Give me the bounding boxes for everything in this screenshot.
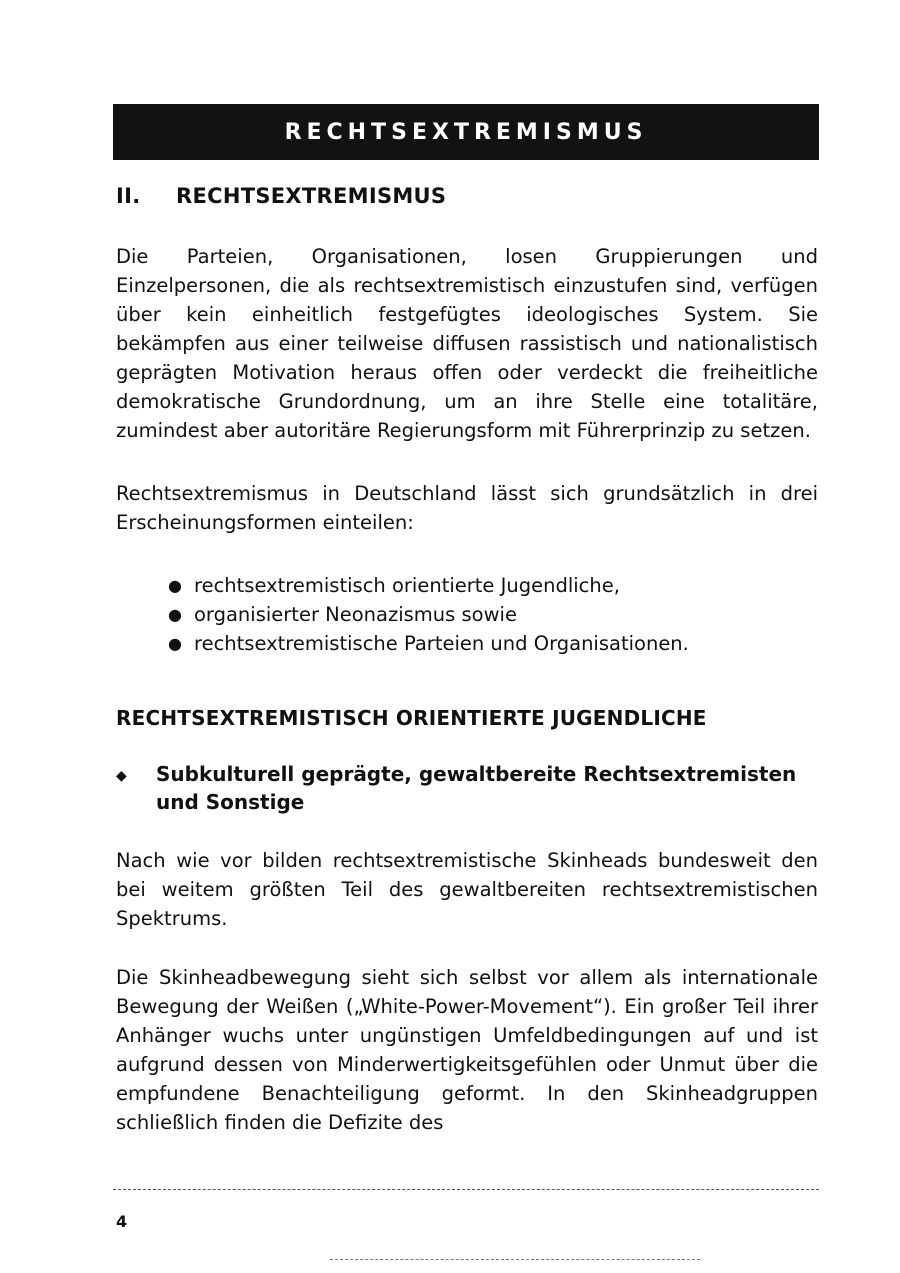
chapter-number: II. bbox=[116, 184, 141, 208]
list-item bbox=[168, 600, 818, 629]
list-item-text: rechtsextremistische Parteien und Organisationen. bbox=[194, 632, 689, 655]
bullet-icon: ● bbox=[168, 576, 182, 595]
chapter-title: RECHTSEXTREMISMUS bbox=[176, 184, 447, 208]
skinhead-movement-paragraph: Die Skinheadbewegung sieht sich selbst vor allem als internationale Bewegung der Weißen („White-Power-Movement“). Ein großer Teil ihrer Anhänger wuchs unter ungünstigen Umfeldbedingungen auf und ist aufgrund dessen von Minderwertigkeitsgefühlen oder Unmut über die empfundene Benachteiligung geformt. In den Skinheadgruppen schließlich finden die Defizite des bbox=[116, 966, 818, 1134]
page-number: 4 bbox=[116, 1212, 128, 1231]
bullet-icon: ● bbox=[168, 605, 182, 624]
intro-paragraph: Die Parteien, Organisationen, losen Gruppierungen und Einzelpersonen, die als rechtsextremistisch einzustufen sind, verfügen über kein einheitlich festgefügtes ideologisches System. Sie bekämpfen aus einer teilweise diffusen rassistisch und nationalistisch geprägten Motivation heraus offen oder verdeckt die freiheitliche demokratische Grundordnung, um an ihre Stelle eine totalitäre, zumindest aber autoritäre Regierungsform mit Führerprinzip zu setzen. bbox=[116, 245, 818, 442]
forms-intro-paragraph: Rechtsextremismus in Deutschland lässt sich grundsätzlich in drei Erscheinungsformen einteilen: bbox=[116, 482, 818, 534]
forms-bullet-list bbox=[116, 571, 818, 658]
list-item bbox=[168, 629, 818, 658]
subsection-heading bbox=[116, 760, 818, 816]
diamond-bullet-icon: ◆ bbox=[116, 768, 127, 784]
section-heading: RECHTSEXTREMISTISCH ORIENTIERTE JUGENDLICHE bbox=[116, 706, 707, 730]
subsection-title: Subkulturell geprägte, gewaltbereite Rechtsextremisten und Sonstige bbox=[156, 762, 797, 814]
skinheads-paragraph: Nach wie vor bilden rechtsextremistische Skinheads bundesweit den bei weitem größten Teil des gewaltbereiten rechtsextremistischen Spektrums. bbox=[116, 849, 818, 930]
bottom-divider bbox=[330, 1259, 700, 1260]
page-content bbox=[116, 176, 818, 1137]
list-item bbox=[168, 571, 818, 600]
running-header bbox=[113, 104, 819, 160]
footer-divider bbox=[113, 1189, 819, 1190]
list-item-text: organisierter Neonazismus sowie bbox=[194, 603, 517, 626]
chapter-heading bbox=[116, 184, 818, 208]
running-header-title: RECHTSEXTREMISMUS bbox=[284, 119, 648, 145]
list-item-text: rechtsextremistisch orientierte Jugendliche, bbox=[194, 574, 620, 597]
bullet-icon: ● bbox=[168, 634, 182, 653]
